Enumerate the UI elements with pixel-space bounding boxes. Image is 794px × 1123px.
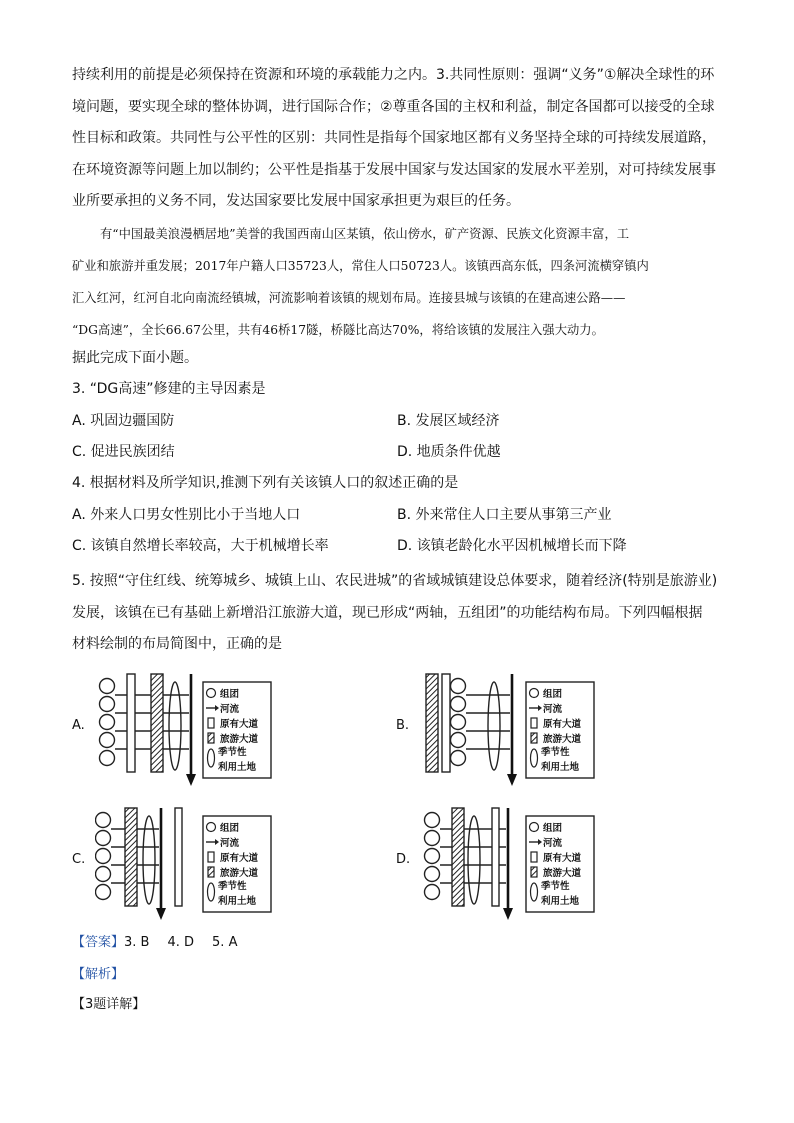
cluster-circle <box>451 697 466 712</box>
legend-cluster-symbol <box>207 689 216 698</box>
answer-value: 3. B <box>124 935 150 950</box>
legend-tourism-road-symbol <box>208 733 214 743</box>
legend-label: 原有大道 <box>543 719 582 730</box>
material-line: “DG高速”，全长66.67公里，共有46桥17隧，桥隧比高达70%，将给该镇的发展注入强大动力。 <box>72 323 604 337</box>
tourism-road <box>125 808 137 906</box>
answer-value: 4. D <box>167 935 195 950</box>
legend-label: 季节性 <box>218 747 247 758</box>
legend-label: 旅游大道 <box>543 734 582 745</box>
layout-diagram-b <box>418 668 598 788</box>
intro-line: 在环境资源等问题上加以制约；公平性是指基于发展中国家与发达国家的发展水平差别，对可持续发展事 <box>72 161 716 178</box>
layout-diagram-c <box>95 802 275 922</box>
question-3-stem: 3. “DG高速”修建的主导因素是 <box>72 381 266 397</box>
legend-original-road-symbol <box>531 852 537 862</box>
legend-tourism-road-symbol <box>208 867 214 877</box>
cluster-circle <box>96 831 111 846</box>
legend-label: 利用土地 <box>218 896 257 907</box>
question-4-option-c: C. 该镇自然增长率较高，大于机械增长率 <box>72 538 329 554</box>
answer-value: 5. A <box>212 935 238 950</box>
cluster-circle <box>451 751 466 766</box>
legend-label: 原有大道 <box>220 719 259 730</box>
legend-label: 利用土地 <box>541 896 580 907</box>
cluster-circle <box>425 813 440 828</box>
cluster-circle <box>425 867 440 882</box>
material-paragraph <box>72 218 722 346</box>
tourism-road <box>151 674 163 772</box>
cluster-circle <box>96 813 111 828</box>
cluster-circle <box>425 885 440 900</box>
intro-line: 业所要承担的义务不同，发达国家要比发展中国家承担更为艰巨的任务。 <box>72 193 520 209</box>
legend-label: 季节性 <box>218 881 247 892</box>
cluster-circle <box>451 715 466 730</box>
material-line: 有“中国最美浪漫栖居地”美誉的我国西南山区某镇，依山傍水，矿产资源、民族文化资源丰富，工 <box>100 227 630 241</box>
diagram-b-label: B. <box>396 718 410 733</box>
diagram-c-label: C. <box>72 852 86 867</box>
cluster-circle <box>100 751 115 766</box>
legend-label: 季节性 <box>541 881 570 892</box>
answer-line <box>72 931 237 950</box>
legend-label: 原有大道 <box>543 853 582 864</box>
original-road <box>127 674 135 772</box>
legend-tourism-road-symbol <box>531 867 537 877</box>
legend-cluster-symbol <box>530 823 539 832</box>
legend-label: 旅游大道 <box>220 734 259 745</box>
legend-label: 组团 <box>220 689 240 700</box>
intro-line: 性目标和政策。共同性与公平性的区别：共同性是指每个国家地区都有义务坚持全球的可持续发展道路， <box>72 130 716 146</box>
legend-original-road-symbol <box>208 718 214 728</box>
legend-tourism-road-symbol <box>531 733 537 743</box>
question-5-line: 5. 按照“守住红线、统筹城乡、城镇上山、农民进城”的省域城镇建设总体要求，随着经济(特别是旅游业) <box>72 573 718 589</box>
legend-cluster-symbol <box>530 689 539 698</box>
layout-diagram-a <box>95 668 275 788</box>
cluster-circle <box>100 733 115 748</box>
tourism-road <box>426 674 438 772</box>
legend-label: 利用土地 <box>218 762 257 773</box>
main-river-arrowhead <box>186 774 196 786</box>
main-river-arrowhead <box>507 774 517 786</box>
diagram-a-label: A. <box>72 718 85 733</box>
detail-label: 【3题详解】 <box>72 997 146 1012</box>
intro-paragraph <box>72 60 722 218</box>
question-3-option-a: A. 巩固边疆国防 <box>72 413 175 429</box>
analysis-label: 【解析】 <box>72 967 125 982</box>
legend-label: 河流 <box>543 838 563 849</box>
legend-label: 季节性 <box>541 747 570 758</box>
question-4-option-a: A. 外来人口男女性别比小于当地人口 <box>72 507 301 523</box>
legend-label: 河流 <box>220 838 240 849</box>
diagram-d-label: D. <box>396 852 411 867</box>
cluster-circle <box>100 679 115 694</box>
main-river-arrowhead <box>156 908 166 920</box>
cluster-circle <box>451 733 466 748</box>
legend-label: 河流 <box>543 704 563 715</box>
cluster-circle <box>96 885 111 900</box>
cluster-circle <box>425 831 440 846</box>
original-road <box>492 808 499 906</box>
cluster-circle <box>425 849 440 864</box>
intro-line: 持续利用的前提是必须保持在资源和环境的承载能力之内。3.共同性原则：强调“义务”①解决全球性的环 <box>72 67 715 83</box>
original-road <box>442 674 450 772</box>
legend-original-road-symbol <box>531 718 537 728</box>
material-line: 矿业和旅游并重发展；2017年户籍人口35723人，常住人口50723人。该镇西高东低，四条河流横穿镇内 <box>72 259 649 273</box>
cluster-circle <box>96 849 111 864</box>
question-5-line: 材料绘制的布局简图中，正确的是 <box>72 636 282 652</box>
legend-label: 原有大道 <box>220 853 259 864</box>
cluster-circle <box>96 867 111 882</box>
layout-diagram-d <box>418 802 598 922</box>
question-5-stem <box>72 566 722 661</box>
legend-label: 组团 <box>543 689 563 700</box>
cluster-circle <box>100 715 115 730</box>
legend-label: 河流 <box>220 704 240 715</box>
cluster-circle <box>100 697 115 712</box>
intro-line: 境问题，要实现全球的整体协调，进行国际合作；②尊重各国的主权和利益，制定各国都可以接受的全球 <box>72 98 715 115</box>
tourism-road <box>452 808 464 906</box>
question-3-option-c: C. 促进民族团结 <box>72 444 175 460</box>
legend-original-road-symbol <box>208 852 214 862</box>
original-road <box>175 808 182 906</box>
instruction-text: 据此完成下面小题。 <box>72 350 198 366</box>
question-4-option-b: B. 外来常住人口主要从事第三产业 <box>397 507 612 523</box>
legend-label: 组团 <box>543 823 563 834</box>
cluster-circle <box>451 679 466 694</box>
legend-label: 利用土地 <box>541 762 580 773</box>
legend-label: 组团 <box>220 823 240 834</box>
material-line: 汇入红河，红河自北向南流经镇城，河流影响着该镇的规划布局。连接县城与该镇的在建高速公路—— <box>72 291 626 305</box>
legend-label: 旅游大道 <box>543 868 582 879</box>
question-3-option-b: B. 发展区域经济 <box>397 413 500 429</box>
legend-cluster-symbol <box>207 823 216 832</box>
legend-label: 旅游大道 <box>220 868 259 879</box>
question-4-option-d: D. 该镇老龄化水平因机械增长而下降 <box>397 538 627 554</box>
question-5-line: 发展，该镇在已有基础上新增沿江旅游大道，现已形成“两轴，五组团”的功能结构布局。下列四幅根据 <box>72 604 703 621</box>
question-4-stem: 4. 根据材料及所学知识,推测下列有关该镇人口的叙述正确的是 <box>72 475 459 491</box>
answer-label: 【答案】 <box>72 935 125 950</box>
question-3-option-d: D. 地质条件优越 <box>397 444 501 460</box>
main-river-arrowhead <box>503 908 513 920</box>
